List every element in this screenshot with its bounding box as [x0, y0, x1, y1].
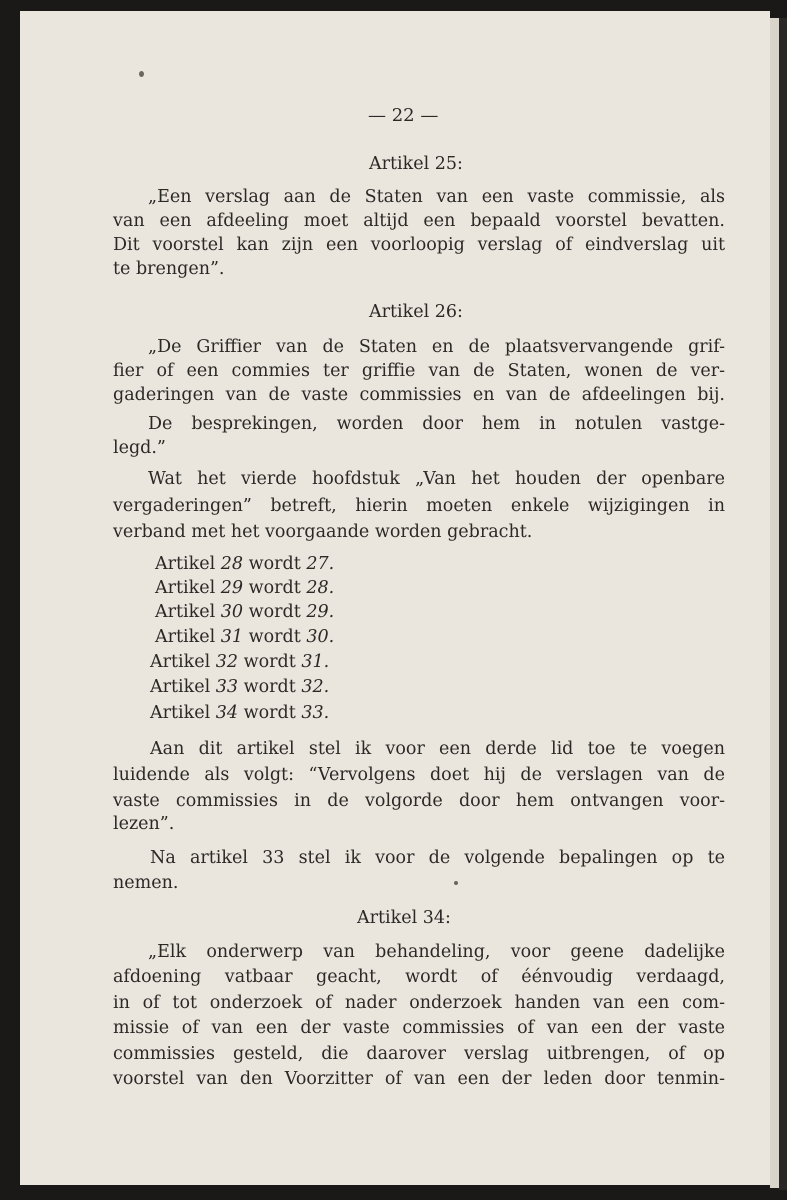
- art26-line-5: legd.”: [113, 438, 166, 458]
- after33-line-1: Na artikel 33 stel ik voor de volgende bepalingen op te: [150, 848, 725, 868]
- chapter4-line-3: verband met het voorgaande worden gebracht.: [113, 522, 533, 542]
- art34-line-5: commissies gesteld, die daarover verslag uitbrengen, of op: [113, 1044, 725, 1064]
- heading-artikel-26: Artikel 26:: [369, 302, 463, 322]
- art34-line-6: voorstel van den Voorzitter of van een der leden door tenmin-: [113, 1069, 725, 1089]
- ink-speck: [454, 881, 458, 885]
- ink-speck: [139, 71, 144, 77]
- art25-line-3: Dit voorstel kan zijn een voorloopig verslag of eindverslag uit: [113, 235, 725, 255]
- renumber-item: Artikel 31 wordt 30.: [155, 627, 335, 647]
- heading-artikel-34: Artikel 34:: [357, 908, 451, 928]
- page-edge-shadow: [779, 18, 787, 1190]
- art34-line-2: afdoening vatbaar geacht, wordt of éénvoudig verdaagd,: [113, 967, 725, 987]
- renumber-item: Artikel 34 wordt 33.: [150, 703, 330, 723]
- art34-line-1: „Elk onderwerp van behandeling, voor geene dadelijke: [148, 942, 725, 962]
- after33-line-2: nemen.: [113, 873, 179, 893]
- third-member-line-1: Aan dit artikel stel ik voor een derde lid toe te voegen: [150, 739, 725, 759]
- third-member-line-2: luidende als volgt: “Vervolgens doet hij de verslagen van de: [113, 765, 725, 785]
- third-member-line-4: lezen”.: [113, 814, 175, 834]
- renumber-item: Artikel 30 wordt 29.: [155, 602, 335, 622]
- third-member-line-3: vaste commissies in de volgorde door hem ontvangen voor-: [113, 791, 725, 811]
- chapter4-line-2: vergaderingen” betreft, hierin moeten enkele wijzigingen in: [113, 496, 725, 516]
- renumber-item: Artikel 32 wordt 31.: [150, 652, 330, 672]
- chapter4-line-1: Wat het vierde hoofdstuk „Van het houden der openbare: [148, 469, 725, 489]
- renumber-item: Artikel 29 wordt 28.: [155, 578, 335, 598]
- art34-line-3: in of tot onderzoek of nader onderzoek handen van een com-: [113, 993, 725, 1013]
- page-number: — 22 —: [368, 105, 439, 126]
- art26-line-1: „De Griffier van de Staten en de plaatsvervangende grif-: [148, 337, 725, 357]
- art25-line-2: van een afdeeling moet altijd een bepaald voorstel bevatten.: [113, 211, 725, 231]
- art26-line-2: fier of een commies ter griffie van de Staten, wonen de ver-: [113, 361, 725, 381]
- art26-line-3: gaderingen van de vaste commissies en van de afdeelingen bij.: [113, 385, 725, 405]
- heading-artikel-25: Artikel 25:: [369, 154, 463, 174]
- page-edge: [770, 18, 779, 1188]
- art25-line-1: „Een verslag aan de Staten van een vaste commissie, als: [148, 187, 725, 207]
- renumber-item: Artikel 28 wordt 27.: [155, 554, 335, 574]
- art25-line-4: te brengen”.: [113, 259, 225, 279]
- renumber-item: Artikel 33 wordt 32.: [150, 677, 330, 697]
- art34-line-4: missie of van een der vaste commissies of van een der vaste: [113, 1018, 725, 1038]
- art26-line-4: De besprekingen, worden door hem in notulen vastge-: [148, 414, 725, 434]
